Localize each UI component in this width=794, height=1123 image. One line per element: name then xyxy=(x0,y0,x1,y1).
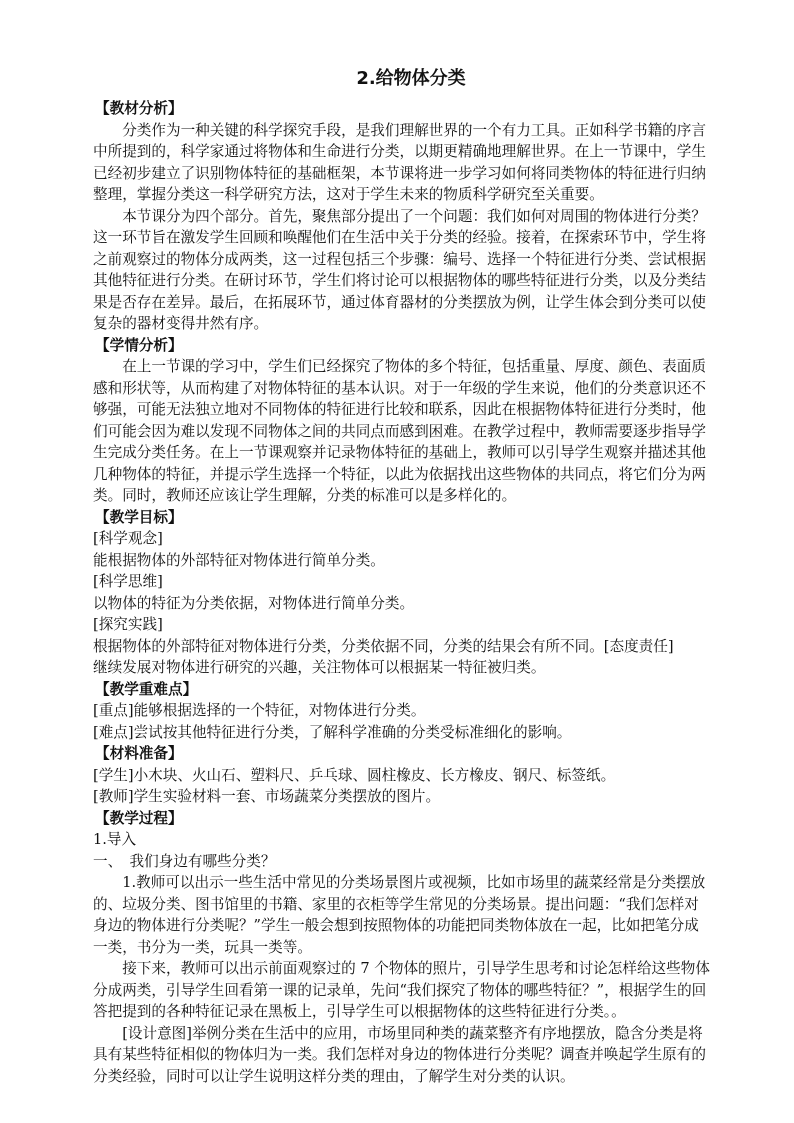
text-line: 们可能会因为难以发现不同物体之间的共同点而感到困难。在教学过程中，教师需要逐步指导学 xyxy=(93,422,706,440)
section-heading: 【教学过程】 xyxy=(95,809,183,827)
text-line: 整理，掌握分类这一科学研究方法，这对于学生未来的物质科学研究至关重要。 xyxy=(93,186,604,203)
text-line: 继续发展对物体进行研究的兴趣，关注物体可以根据某一特征被归类。 xyxy=(93,659,546,676)
text-line: 之前观察过的物体分成两类，这一过程包括三个步骤：编号、选择一个特征进行分类、尝试根据 xyxy=(93,250,706,268)
text-line: 复杂的器材变得井然有序。 xyxy=(93,315,269,332)
section-heading: 【教学目标】 xyxy=(95,508,183,526)
text-line: 在上一节课的学习中，学生们已经探究了物体的多个特征，包括重量、厚度、颜色、表面质 xyxy=(93,358,706,375)
text-line: 答把提到的各种特征记录在黑板上，引导学生可以根据物体的这些特征进行分类。。 xyxy=(93,1003,626,1020)
text-line: 接下来，教师可以出示前面观察过的 7 个物体的照片，引导学生思考和讨论怎样给这些物体 xyxy=(93,960,710,977)
text-line: 分类经验，同时可以让学生说明这样分类的理由，了解学生对分类的认识。 xyxy=(93,1067,575,1085)
text-line: 身边的物体进行分类呢？”学生一般会想到按照物体的功能把同类物体放在一起，比如把笔分成 xyxy=(93,917,699,934)
text-line: [教师]学生实验材料一套、市场蔬菜分类摆放的图片。 xyxy=(93,788,441,805)
text-line: 中所提到的，科学家通过将物体和生命进行分类，以期更精确地理解世界。在上一节课中，学生 xyxy=(93,143,706,160)
section-heading: 【材料准备】 xyxy=(95,745,183,762)
text-line: 能根据物体的外部特征对物体进行简单分类。 xyxy=(93,551,385,569)
text-line: 的、垃圾分类、图书馆里的书籍、家里的衣柜等学生常见的分类场景。提出问题：“我们怎样对 xyxy=(93,895,699,913)
text-line: 感和形状等，从而构建了对物体特征的基本认识。对于一年级的学生来说，他们的分类意识还不 xyxy=(93,379,706,397)
text-line: [科学思维] xyxy=(93,573,163,590)
text-line: 够强，可能无法独立地对不同物体的特征进行比较和联系，因此在根据物体特征进行分类时，他 xyxy=(93,401,706,418)
text-line: 一类，书分为一类，玩具一类等。 xyxy=(93,938,312,956)
text-line: [设计意图]举例分类在生活中的应用，市场里同种类的蔬菜整齐有序地摆放，隐含分类是将 xyxy=(93,1024,703,1042)
text-line: [难点]尝试按其他特征进行分类，了解科学准确的分类受标准细化的影响。 xyxy=(93,723,572,741)
document-page xyxy=(91,64,731,1087)
text-line: 其他特征进行分类。在研讨环节，学生们将讨论可以根据物体的哪些特征进行分类，以及分类结 xyxy=(93,272,706,289)
text-line: 分成两类，引导学生回看第一课的记录单，先问“我们探究了物体的哪些特征？”，根据学生的回 xyxy=(93,981,707,999)
text-line: 1.教师可以出示一些生活中常见的分类场景图片或视频，比如市场里的蔬菜经常是分类摆放 xyxy=(93,874,706,891)
document-body xyxy=(91,98,731,1087)
text-line: 这一环节旨在激发学生回顾和唤醒他们在生活中关于分类的经验。接着，在探索环节中，学生将 xyxy=(93,229,706,246)
text-line: 果是否存在差异。最后，在拓展环节，通过体育器材的分类摆放为例，让学生体会到分类可以使 xyxy=(93,293,706,311)
text-line: 分类作为一种关键的科学探究手段，是我们理解世界的一个有力工具。正如科学书籍的序言 xyxy=(93,121,706,139)
text-line: 几种物体的特征，并提示学生选择一个特征，以此为依据找出这些物体的共同点，将它们分为两 xyxy=(93,465,706,483)
section-heading: 【教材分析】 xyxy=(95,100,183,117)
text-line: 1.导入 xyxy=(93,831,137,848)
document-title: 2.给物体分类 xyxy=(356,68,466,89)
text-line: 一、 我们身边有哪些分类？ xyxy=(93,852,276,870)
text-line: 以物体的特征为分类依据，对物体进行简单分类。 xyxy=(93,594,415,612)
text-line: [重点]能够根据选择的一个特征，对物体进行分类。 xyxy=(93,702,426,719)
text-line: [学生]小木块、火山石、塑料尺、乒乓球、圆柱橡皮、长方橡皮、钢尺、标签纸。 xyxy=(93,766,616,784)
section-heading: 【教学重难点】 xyxy=(95,680,198,698)
text-line: 生完成分类任务。在上一节课观察并记录物体特征的基础上，教师可以引导学生观察并描述其他 xyxy=(93,444,706,461)
section-heading: 【学情分析】 xyxy=(95,336,183,354)
text-line: 已经初步建立了识别物体特征的基础框架，本节课将进一步学习如何将同类物体的特征进行归纳 xyxy=(93,164,706,182)
text-line: 类。同时，教师还应该让学生理解，分类的标准可以是多样化的。 xyxy=(93,487,517,504)
text-line: 本节课分为四个部分。首先，聚焦部分提出了一个问题：我们如何对周围的物体进行分类？ xyxy=(93,207,706,225)
text-line: [科学观念] xyxy=(93,530,163,547)
text-line: [探究实践] xyxy=(93,616,163,633)
text-line: 具有某些特征相似的物体归为一类。我们怎样对身边的物体进行分类呢？调查并唤起学生原有的 xyxy=(93,1046,706,1063)
text-line: 根据物体的外部特征对物体进行分类，分类依据不同，分类的结果会有所不同。[态度责任] xyxy=(93,637,674,655)
